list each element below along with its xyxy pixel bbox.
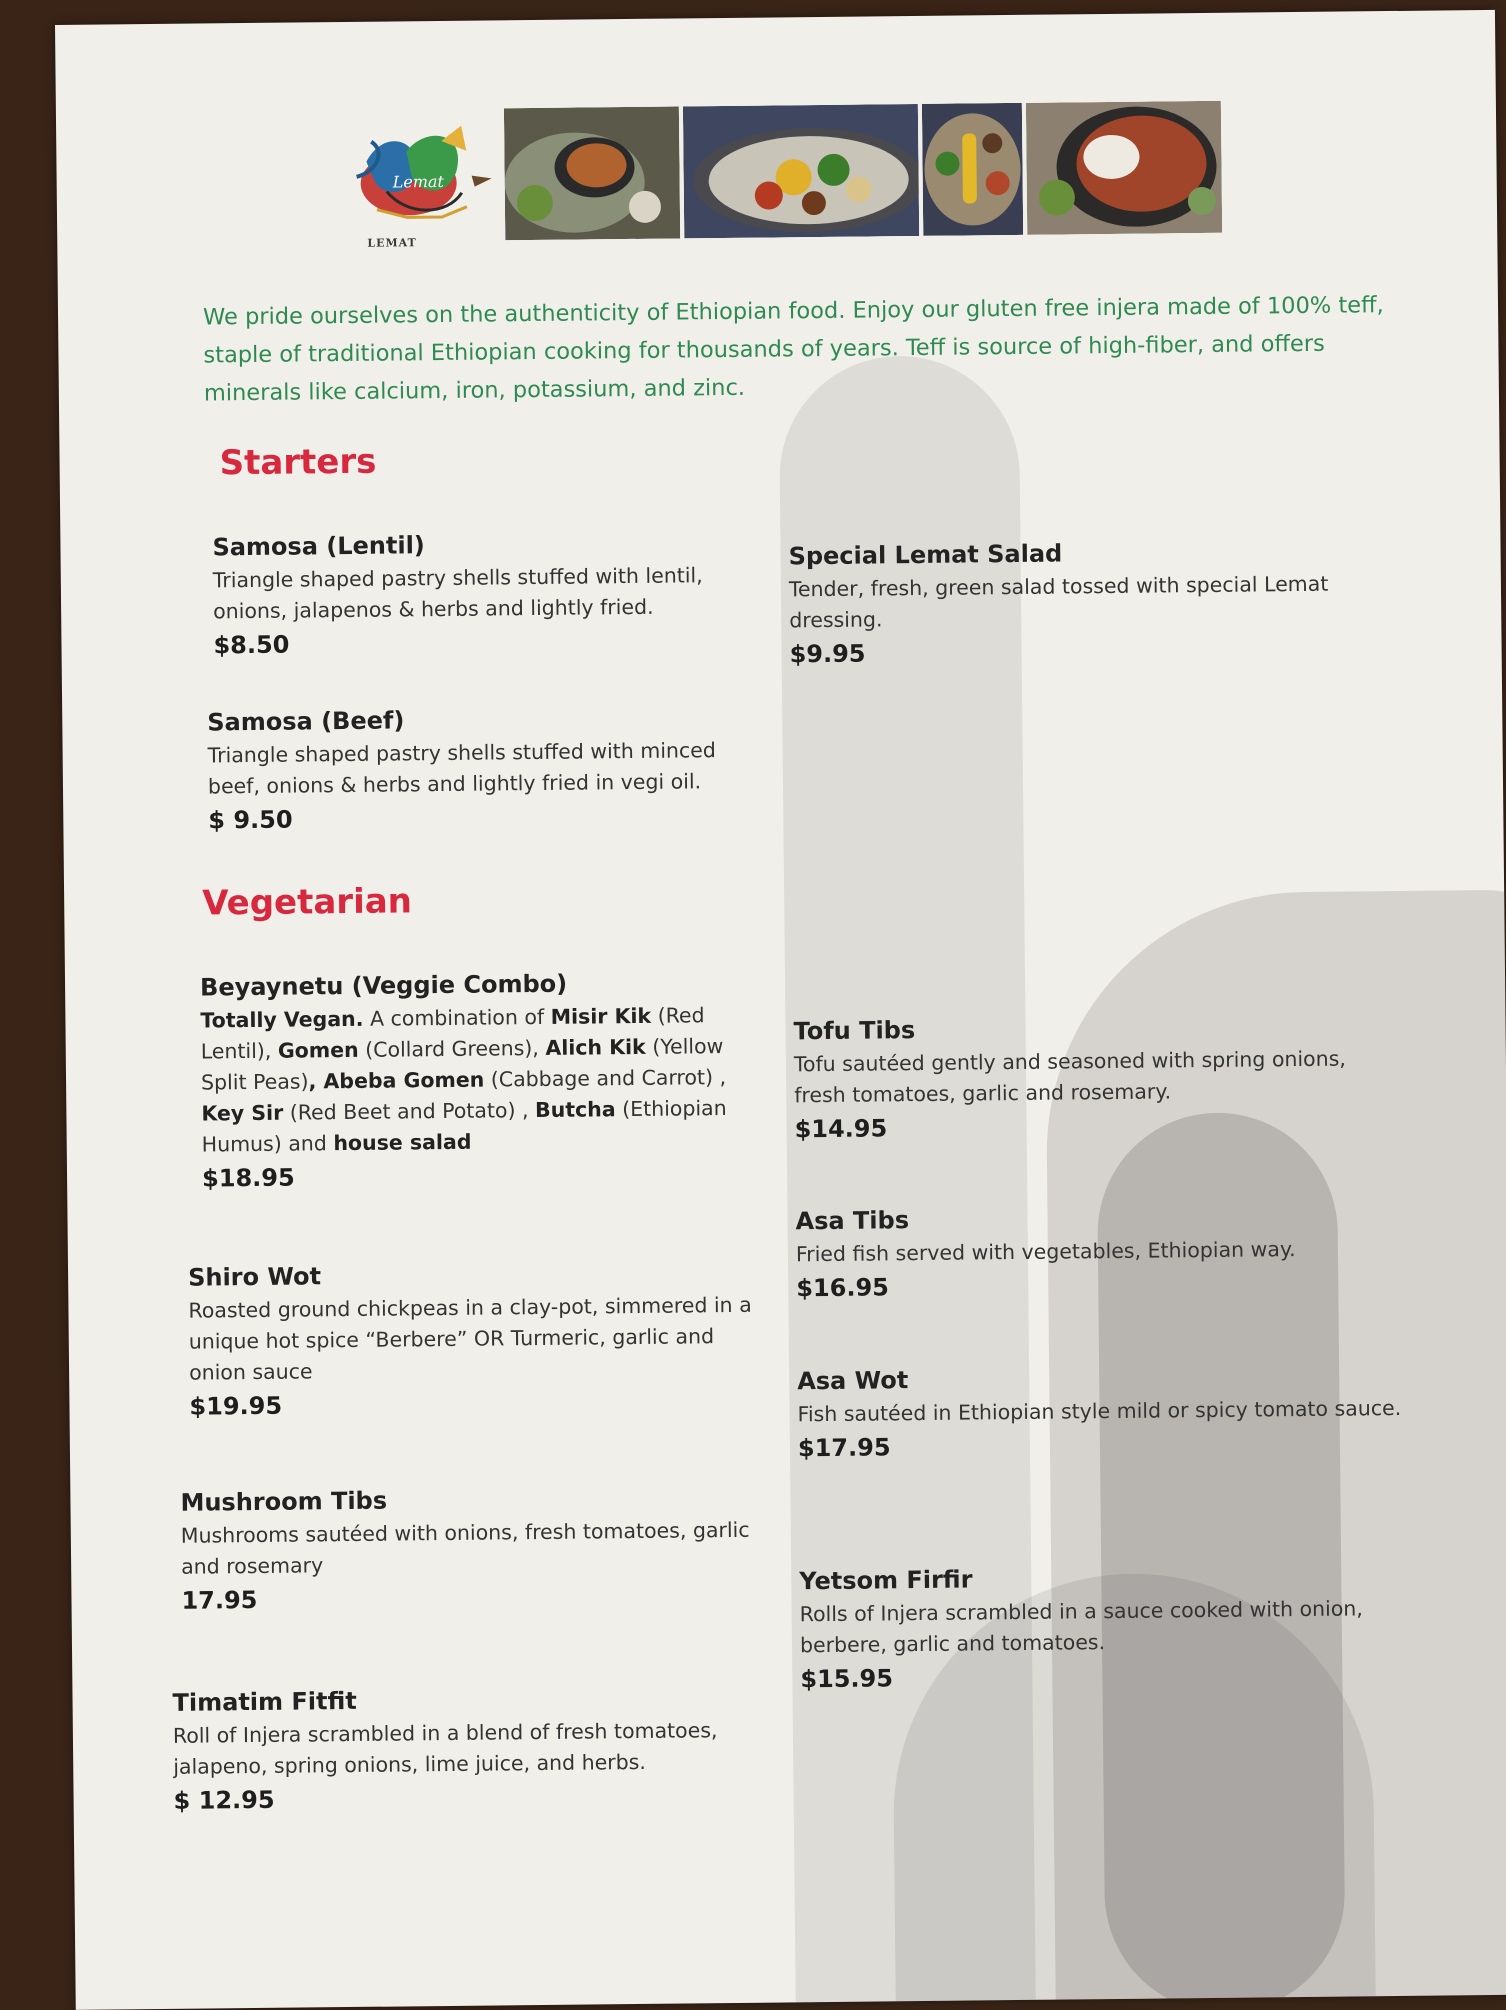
item-price: $ 12.95 [173,1785,275,1815]
menu-item-mushroom-tibs [180,1483,761,1615]
desc-text: A combination of [363,1004,551,1031]
item-price: $8.50 [213,630,290,660]
desc-text: (Ethiopian Humus) and [201,1096,727,1157]
item-description: Tender, fresh, green salad tossed with special Lemat dressing. [788,571,1329,633]
item-description: Rolls of Injera scrambled in a sauce cooked with onion, berbere, garlic and tomatoes. [799,1596,1363,1658]
item-name: Beyaynetu (Veggie Combo) [199,969,568,1002]
item-price: $ 9.50 [208,805,293,835]
item-name: Yetsom Firfir [799,1565,973,1596]
desc-text: (Cabbage and Carrot) , [484,1065,727,1092]
logo-text: LEMAT [367,236,417,250]
menu-item-samosa-lentil [212,528,753,660]
svg-text:Lemat: Lemat [392,171,444,192]
item-price: $17.95 [797,1433,891,1463]
item-name: Samosa (Lentil) [212,531,425,562]
dish-name: Key Sir [201,1100,284,1126]
menu-item-tofu-tibs [793,1011,1354,1143]
item-name: Samosa (Beef) [207,706,405,737]
item-description: Roll of Injera scrambled in a blend of fresh tomatoes, jalapeno, spring onions, lime juice, and herbs. [172,1718,718,1779]
menu-item-beyaynetu [200,968,762,1193]
item-name: Tofu Tibs [793,1016,916,1046]
item-price: $19.95 [189,1391,283,1421]
menu-item-timatim-fitfit [172,1683,753,1815]
food-photo-3 [922,103,1023,236]
item-description: Tofu sautéed gently and seasoned with spring onions, fresh tomatoes, garlic and rosemary. [793,1046,1346,1108]
item-description: Roasted ground chickpeas in a clay-pot, simmered in a unique hot spice “Berbere” OR Turmeric, garlic and onion sauce [188,1292,752,1385]
item-name: Special Lemat Salad [788,539,1063,571]
food-photo-icon [922,103,1023,236]
menu-item-special-lemat-salad [788,536,1349,668]
menu-item-yetsom-firfir [799,1561,1400,1693]
food-photo-1 [504,106,680,240]
food-photo-4 [1026,101,1222,235]
section-title-vegetarian: Vegetarian [201,881,413,924]
desc-text: (Collard Greens), [358,1035,546,1062]
dish-name: Alich Kik [545,1034,646,1060]
menu-sheet [55,10,1506,2010]
item-price: $15.95 [800,1664,894,1694]
food-photo-icon [504,106,680,240]
dish-name: Gomen [277,1037,359,1063]
dish-name: Misir Kik [550,1003,652,1029]
food-photo-2 [683,104,919,238]
lemat-logo-icon [346,120,497,227]
food-photo-icon [683,104,919,238]
item-description: Triangle shaped pastry shells stuffed with minced beef, onions & herbs and lightly fried in vegi oil. [207,738,716,799]
restaurant-logo [346,120,497,250]
item-description: Mushrooms sautéed with onions, fresh tomatoes, garlic and rosemary [180,1517,750,1579]
menu-item-samosa-beef [207,703,748,835]
dish-name: house salad [333,1129,472,1156]
menu-item-asa-wot [797,1361,1418,1462]
item-name: Mushroom Tibs [180,1486,388,1517]
item-price: 17.95 [181,1585,258,1615]
item-price: $18.95 [201,1163,295,1193]
desc-text: (Red Lentil), [200,1003,705,1064]
item-price: $9.95 [789,639,866,669]
menu-item-asa-tibs [795,1201,1396,1302]
section-title-starters: Starters [219,441,377,484]
intro-text: We pride ourselves on the authenticity of Ethiopian food. Enjoy our gluten free injera made of 100% teff, staple of traditional Ethiopian cooking for thousands of years. Teff is source of high-fiber, and offers minerals like calcium, iron, potassium, and zinc. [202,292,1384,407]
menu-item-shiro-wot [188,1258,770,1421]
food-photo-icon [1026,101,1222,235]
dish-name: , Abeba Gomen [308,1067,485,1094]
dish-name: Butcha [534,1097,616,1123]
item-price: $14.95 [794,1114,888,1144]
desc-text: (Red Beet and Potato) , [283,1098,536,1125]
item-price: $16.95 [796,1273,890,1303]
item-description [200,1000,762,1161]
item-description: Triangle shaped pastry shells stuffed with lentil, onions, jalapenos & herbs and lightly fried. [212,563,703,624]
item-name: Asa Tibs [795,1206,910,1236]
item-name: Shiro Wot [187,1262,322,1292]
item-name: Asa Wot [797,1366,909,1396]
item-description: Fried fish served with vegetables, Ethiopian way. [795,1237,1296,1267]
vegan-note: Totally Vegan. [200,1006,364,1033]
item-description: Fish sautéed in Ethiopian style mild or spicy tomato sauce. [797,1395,1402,1427]
menu-header [346,93,1226,250]
item-name: Timatim Fitfit [172,1686,357,1717]
desc-text: (Yellow Split Peas) [200,1034,724,1095]
